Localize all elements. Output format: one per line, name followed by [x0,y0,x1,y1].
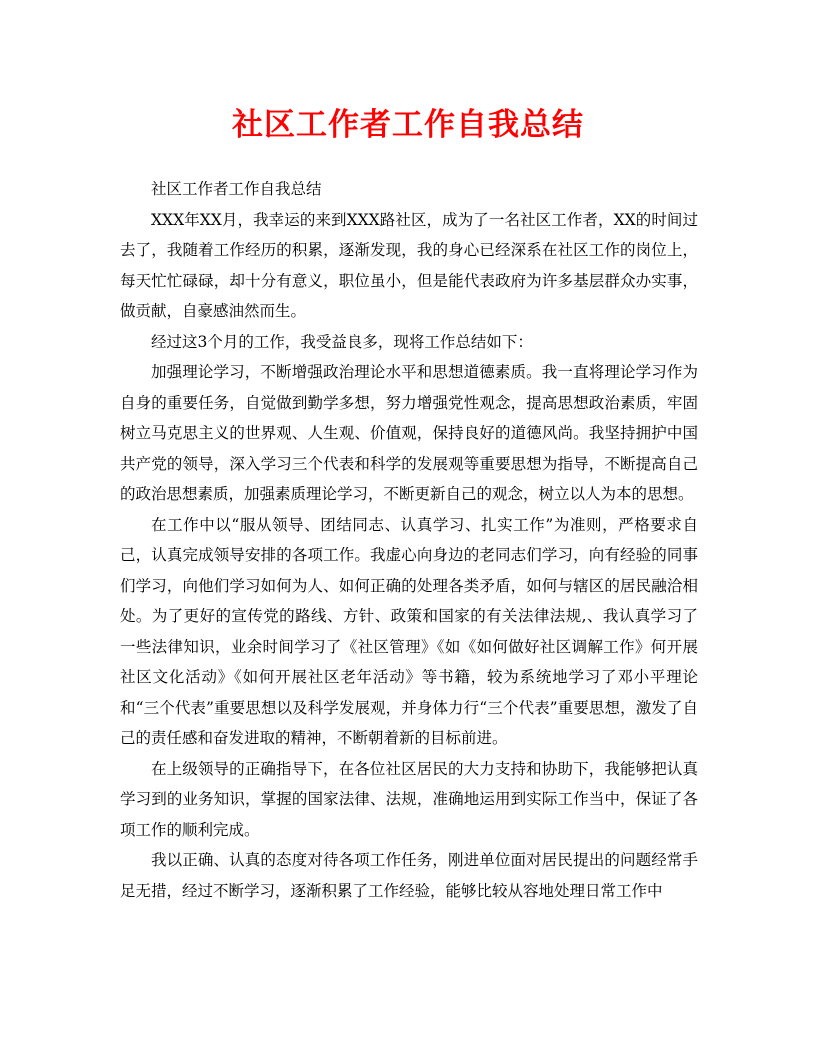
paragraph-guidance: 在上级领导的正确指导下，在各位社区居民的大力支持和协助下，我能够把认真学习到的业务知识，掌握的国家法律、法规，准确地运用到实际工作当中，保证了各项工作的顺利完成。 [120,759,698,839]
paragraph-work-principles: 在工作中以“服从领导、团结同志、认真学习、扎实工作”为准则，严格要求自己，认真完成领导安排的各项工作。我虚心向身边的老同志们学习，向有经验的同事们学习，向他们学习如何为人、如何正确的处理各类矛盾，如何与辖区的居民融洽相处。为了更好的宣传党的路线、方针、政策和国家的有关法律法规,、我认真学习了一些法律知识，业余时间学习了《社区管理》《如《如何做好社区调解工作》何开展社区文化活动》《如何开展社区老年活动》等书籍，较为系统地学习了邓小平理论和“三个代表”重要思想以及科学发展观，并身体力行“三个代表”重要思想，激发了自己的责任感和奋发进取的精神，不断朝着新的目标前进。 [120,515,698,747]
paragraph-attitude: 我以正确、认真的态度对待各项工作任务，刚进单位面对居民提出的问题经常手足无措，经过不断学习，逐渐积累了工作经验，能够比较从容地处理日常工作中 [120,851,698,900]
document-body [120,174,698,906]
paragraph-theory-study: 加强理论学习，不断增强政治理论水平和思想道德素质。我一直将理论学习作为自身的重要任务，自觉做到勤学多想，努力增强党性观念，提高思想政治素质，牢固树立马克思主义的世界观、人生观、价值观，保持良好的道德风尚。我坚持拥护中国共产党的领导，深入学习三个代表和科学的发展观等重要思想为指导，不断提高自己的政治思想素质，加强素质理论学习，不断更新自己的观念，树立以人为本的思想。 [120,363,698,503]
paragraph-summary-lead: 经过这3个月的工作，我受益良多，现将工作总结如下： [151,332,533,351]
paragraph-intro: XXX年XX月，我幸运的来到XXX路社区，成为了一名社区工作者，XX的时间过去了，我随着工作经历的积累，逐渐发现，我的身心已经深系在社区工作的岗位上，每天忙忙碌碌，却十分有意义，职位虽小，但是能代表政府为许多基层群众办实事，做贡献，自豪感油然而生。 [120,210,698,320]
paragraph-subtitle: 社区工作者工作自我总结 [151,180,322,198]
document-title: 社区工作者工作自我总结 [232,107,584,143]
